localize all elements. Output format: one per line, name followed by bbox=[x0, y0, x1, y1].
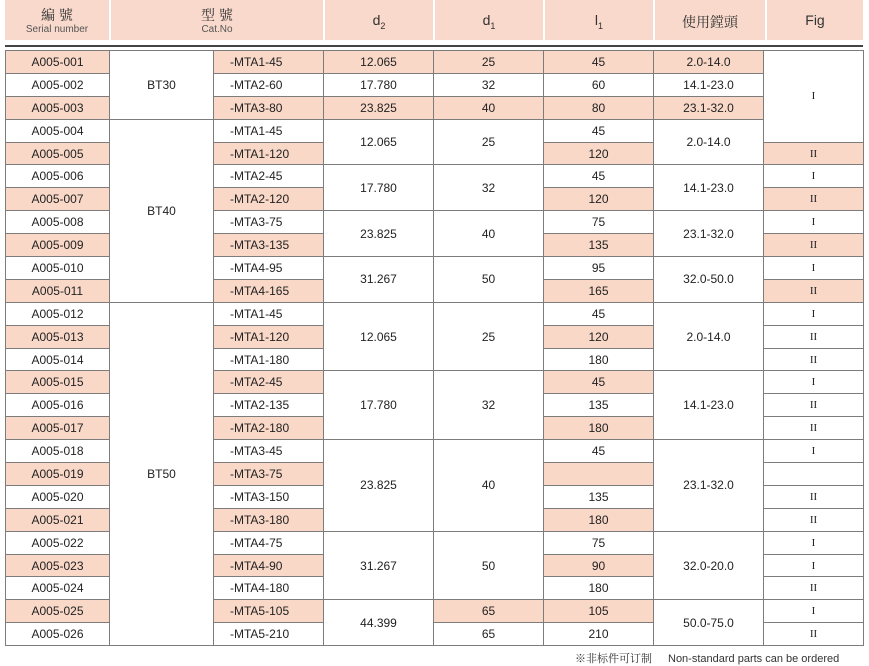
header-range-title: 使用鏜頭 bbox=[682, 14, 738, 30]
catalog-number-cell: -MTA1-45 bbox=[214, 51, 324, 74]
l1-cell: 45 bbox=[544, 440, 654, 463]
l1-cell: 90 bbox=[544, 554, 654, 577]
catalog-number-cell: -MTA3-75 bbox=[214, 463, 324, 486]
serial-number-cell: A005-016 bbox=[6, 394, 110, 417]
d1-cell: 65 bbox=[434, 623, 544, 646]
serial-number-cell: A005-001 bbox=[6, 51, 110, 74]
l1-cell: 135 bbox=[544, 234, 654, 257]
fig-cell: II bbox=[764, 348, 864, 371]
l1-cell: 75 bbox=[544, 531, 654, 554]
d1-cell: 25 bbox=[434, 119, 544, 165]
catalog-number-cell: -MTA4-165 bbox=[214, 279, 324, 302]
spec-table bbox=[5, 50, 864, 646]
serial-number-cell: A005-024 bbox=[6, 577, 110, 600]
d1-cell: 40 bbox=[434, 440, 544, 532]
fig-cell: I bbox=[764, 165, 864, 188]
l1-cell: 45 bbox=[544, 302, 654, 325]
l1-cell: 180 bbox=[544, 348, 654, 371]
l1-cell: 120 bbox=[544, 188, 654, 211]
serial-number-cell: A005-004 bbox=[6, 119, 110, 142]
serial-number-cell: A005-018 bbox=[6, 440, 110, 463]
catalog-number-cell: -MTA2-120 bbox=[214, 188, 324, 211]
spindle-cell: BT30 bbox=[110, 51, 214, 120]
serial-number-cell: A005-003 bbox=[6, 96, 110, 119]
serial-number-cell: A005-020 bbox=[6, 485, 110, 508]
d2-cell: 17.780 bbox=[324, 371, 434, 440]
header-d2-sub: 2 bbox=[380, 20, 386, 31]
d1-cell: 25 bbox=[434, 302, 544, 371]
serial-number-cell: A005-015 bbox=[6, 371, 110, 394]
d2-cell: 23.825 bbox=[324, 96, 434, 119]
catalog-number-cell: -MTA4-75 bbox=[214, 531, 324, 554]
d2-cell: 17.780 bbox=[324, 73, 434, 96]
spindle-cell: BT40 bbox=[110, 119, 214, 302]
header-l1-sub: 1 bbox=[598, 20, 604, 31]
header-l1-base: l bbox=[594, 12, 599, 28]
catalog-number-cell: -MTA3-150 bbox=[214, 485, 324, 508]
d2-cell: 44.399 bbox=[324, 600, 434, 646]
catalog-number-cell: -MTA3-135 bbox=[214, 234, 324, 257]
catalog-number-cell: -MTA3-180 bbox=[214, 508, 324, 531]
footnote bbox=[575, 650, 855, 666]
d2-cell: 12.065 bbox=[324, 119, 434, 165]
d2-cell: 23.825 bbox=[324, 211, 434, 257]
catalog-number-cell: -MTA4-180 bbox=[214, 577, 324, 600]
fig-cell: I bbox=[764, 371, 864, 394]
footnote-en: Non-standard parts can be ordered bbox=[668, 653, 840, 665]
d2-cell: 31.267 bbox=[324, 257, 434, 303]
table-row bbox=[6, 51, 864, 74]
header-d1 bbox=[435, 0, 543, 40]
d2-cell: 12.065 bbox=[324, 51, 434, 74]
serial-number-cell: A005-005 bbox=[6, 142, 110, 165]
catalog-number-cell: -MTA1-120 bbox=[214, 142, 324, 165]
footnote-cn: ※非标件可订制 bbox=[575, 653, 652, 665]
fig-cell: I bbox=[764, 600, 864, 623]
table-row bbox=[6, 302, 864, 325]
serial-number-cell: A005-023 bbox=[6, 554, 110, 577]
serial-number-cell: A005-017 bbox=[6, 417, 110, 440]
header-cat bbox=[111, 0, 323, 40]
header-cat-subtitle: Cat.No bbox=[201, 24, 233, 35]
l1-cell: 80 bbox=[544, 96, 654, 119]
d2-cell: 12.065 bbox=[324, 302, 434, 371]
catalog-number-cell: -MTA2-180 bbox=[214, 417, 324, 440]
header-fig bbox=[767, 0, 863, 40]
d1-cell: 40 bbox=[434, 96, 544, 119]
fig-cell: II bbox=[764, 508, 864, 531]
d1-cell: 50 bbox=[434, 257, 544, 303]
header-d2-base: d bbox=[372, 12, 381, 28]
l1-cell: 135 bbox=[544, 485, 654, 508]
catalog-number-cell: -MTA3-80 bbox=[214, 96, 324, 119]
d1-cell: 40 bbox=[434, 211, 544, 257]
boring-head-range-cell: 14.1-23.0 bbox=[654, 73, 764, 96]
serial-number-cell: A005-025 bbox=[6, 600, 110, 623]
fig-cell: I bbox=[764, 440, 864, 463]
d1-cell: 50 bbox=[434, 531, 544, 600]
d1-cell: 32 bbox=[434, 165, 544, 211]
l1-cell: 45 bbox=[544, 165, 654, 188]
d2-cell: 17.780 bbox=[324, 165, 434, 211]
boring-head-range-cell: 32.0-50.0 bbox=[654, 257, 764, 303]
serial-number-cell: A005-019 bbox=[6, 463, 110, 486]
l1-cell: 45 bbox=[544, 119, 654, 142]
l1-cell: 45 bbox=[544, 51, 654, 74]
serial-number-cell: A005-009 bbox=[6, 234, 110, 257]
fig-cell: II bbox=[764, 485, 864, 508]
fig-cell: I bbox=[764, 257, 864, 280]
fig-cell: II bbox=[764, 417, 864, 440]
boring-head-range-cell: 23.1-32.0 bbox=[654, 440, 764, 532]
header-serial bbox=[5, 0, 109, 40]
header-d1-sub: 1 bbox=[490, 20, 496, 31]
serial-number-cell: A005-021 bbox=[6, 508, 110, 531]
d2-cell: 23.825 bbox=[324, 440, 434, 532]
fig-cell: II bbox=[764, 188, 864, 211]
serial-number-cell: A005-002 bbox=[6, 73, 110, 96]
header-serial-title: 編 號 bbox=[41, 7, 73, 23]
spec-table-body bbox=[6, 51, 864, 646]
catalog-number-cell: -MTA4-90 bbox=[214, 554, 324, 577]
serial-number-cell: A005-010 bbox=[6, 257, 110, 280]
serial-number-cell: A005-011 bbox=[6, 279, 110, 302]
l1-cell: 120 bbox=[544, 325, 654, 348]
catalog-number-cell: -MTA1-45 bbox=[214, 302, 324, 325]
serial-number-cell: A005-012 bbox=[6, 302, 110, 325]
header-range bbox=[655, 0, 765, 40]
l1-cell: 135 bbox=[544, 394, 654, 417]
boring-head-range-cell: 23.1-32.0 bbox=[654, 96, 764, 119]
l1-cell bbox=[544, 463, 654, 486]
catalog-number-cell: -MTA2-45 bbox=[214, 165, 324, 188]
boring-head-range-cell: 32.0-20.0 bbox=[654, 531, 764, 600]
header-l1 bbox=[545, 0, 653, 40]
catalog-number-cell: -MTA3-45 bbox=[214, 440, 324, 463]
fig-cell: I bbox=[764, 211, 864, 234]
header-divider bbox=[5, 45, 863, 47]
l1-cell: 180 bbox=[544, 417, 654, 440]
catalog-number-cell: -MTA2-60 bbox=[214, 73, 324, 96]
header-d2 bbox=[325, 0, 433, 40]
boring-head-range-cell: 50.0-75.0 bbox=[654, 600, 764, 646]
l1-cell: 105 bbox=[544, 600, 654, 623]
fig-cell: I bbox=[764, 531, 864, 554]
fig-cell: II bbox=[764, 577, 864, 600]
serial-number-cell: A005-013 bbox=[6, 325, 110, 348]
boring-head-range-cell: 14.1-23.0 bbox=[654, 371, 764, 440]
fig-cell: II bbox=[764, 394, 864, 417]
header-fig-title: Fig bbox=[805, 12, 825, 28]
catalog-number-cell: -MTA5-210 bbox=[214, 623, 324, 646]
l1-cell: 95 bbox=[544, 257, 654, 280]
l1-cell: 45 bbox=[544, 371, 654, 394]
catalog-number-cell: -MTA1-120 bbox=[214, 325, 324, 348]
l1-cell: 75 bbox=[544, 211, 654, 234]
serial-number-cell: A005-007 bbox=[6, 188, 110, 211]
boring-head-range-cell: 2.0-14.0 bbox=[654, 119, 764, 165]
fig-cell: II bbox=[764, 623, 864, 646]
serial-number-cell: A005-026 bbox=[6, 623, 110, 646]
fig-cell: II bbox=[764, 142, 864, 165]
d1-cell: 65 bbox=[434, 600, 544, 623]
l1-cell: 180 bbox=[544, 577, 654, 600]
catalog-number-cell: -MTA2-45 bbox=[214, 371, 324, 394]
fig-cell bbox=[764, 463, 864, 486]
catalog-number-cell: -MTA2-135 bbox=[214, 394, 324, 417]
catalog-number-cell: -MTA1-180 bbox=[214, 348, 324, 371]
serial-number-cell: A005-022 bbox=[6, 531, 110, 554]
table-row bbox=[6, 119, 864, 142]
serial-number-cell: A005-014 bbox=[6, 348, 110, 371]
catalog-number-cell: -MTA4-95 bbox=[214, 257, 324, 280]
d2-cell: 31.267 bbox=[324, 531, 434, 600]
fig-cell: II bbox=[764, 325, 864, 348]
header-d1-base: d bbox=[482, 12, 491, 28]
boring-head-range-cell: 2.0-14.0 bbox=[654, 302, 764, 371]
l1-cell: 180 bbox=[544, 508, 654, 531]
fig-cell: I bbox=[764, 302, 864, 325]
fig-cell: II bbox=[764, 234, 864, 257]
d1-cell: 32 bbox=[434, 73, 544, 96]
header-serial-subtitle: Serial number bbox=[25, 24, 89, 35]
boring-head-range-cell: 23.1-32.0 bbox=[654, 211, 764, 257]
l1-cell: 210 bbox=[544, 623, 654, 646]
serial-number-cell: A005-006 bbox=[6, 165, 110, 188]
boring-head-range-cell: 14.1-23.0 bbox=[654, 165, 764, 211]
catalog-number-cell: -MTA5-105 bbox=[214, 600, 324, 623]
boring-head-range-cell: 2.0-14.0 bbox=[654, 51, 764, 74]
fig-cell: I bbox=[764, 51, 864, 143]
d1-cell: 25 bbox=[434, 51, 544, 74]
fig-cell: I bbox=[764, 554, 864, 577]
serial-number-cell: A005-008 bbox=[6, 211, 110, 234]
catalog-number-cell: -MTA1-45 bbox=[214, 119, 324, 142]
l1-cell: 60 bbox=[544, 73, 654, 96]
fig-cell: II bbox=[764, 279, 864, 302]
d1-cell: 32 bbox=[434, 371, 544, 440]
spindle-cell: BT50 bbox=[110, 302, 214, 645]
header-cat-title: 型 號 bbox=[201, 7, 233, 23]
l1-cell: 120 bbox=[544, 142, 654, 165]
catalog-number-cell: -MTA3-75 bbox=[214, 211, 324, 234]
l1-cell: 165 bbox=[544, 279, 654, 302]
